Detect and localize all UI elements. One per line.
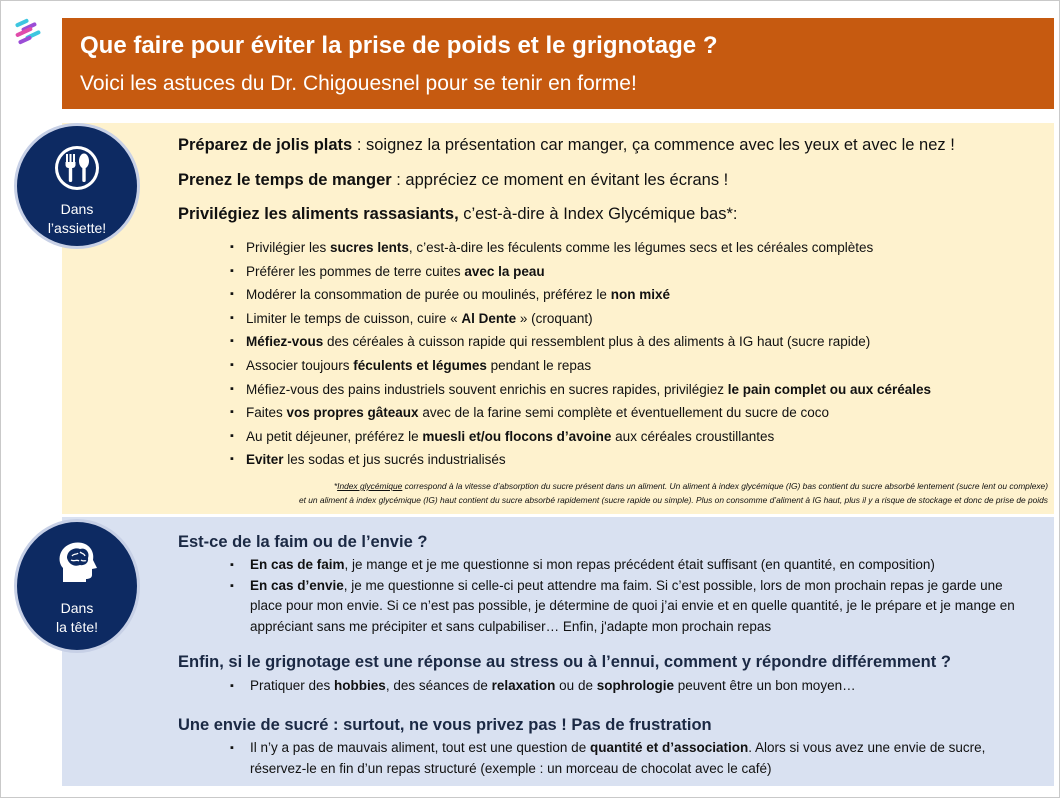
list-item: ▪ Faites vos propres gâteaux avec de la farine semi complète et éventuellement du sucre de coco <box>230 401 931 425</box>
assiette-badge <box>14 123 140 249</box>
list-item: ▪ Eviter les sodas et jus sucrés industrialisés <box>230 448 931 472</box>
tete-badge-line2: la tête! <box>55 619 99 635</box>
list-item: ▪ Pratiquer des hobbies, des séances de relaxation ou de sophrologie peuvent être un bon moyen… <box>230 676 1030 697</box>
tip-jolis-plats <box>178 136 955 155</box>
tip-jolis-plats-bold: Préparez de jolis plats <box>178 136 353 154</box>
title-banner <box>62 18 1054 109</box>
assiette-badge-line1: Dans <box>60 201 94 217</box>
page-title: Que faire pour éviter la prise de poids et le grignotage ? <box>80 32 718 59</box>
list-item: ▪ Méfiez-vous des pains industriels souvent enrichis en sucres rapides, privilégiez le pain complet ou aux céréales <box>230 378 931 402</box>
question-envie-sucre: Une envie de sucré : surtout, ne vous privez pas ! Pas de frustration <box>178 716 712 734</box>
question-faim-envie: Est-ce de la faim ou de l’envie ? <box>178 533 428 551</box>
list-item: ▪ Au petit déjeuner, préférez le muesli et/ou flocons d’avoine aux céréales croustillantes <box>230 425 931 449</box>
list-item: ▪ Préférer les pommes de terre cuites avec la peau <box>230 260 931 284</box>
sucre-list <box>230 738 1030 779</box>
assiette-badge-line2: l’assiette! <box>47 220 107 236</box>
footnote-term: Index glycémique <box>337 481 403 491</box>
list-item: ▪ Méfiez-vous des céréales à cuisson rapide qui ressemblent plus à des aliments à IG haut (sucre rapide) <box>230 330 931 354</box>
ig-tips-list <box>230 236 931 472</box>
list-item: ▪ Associer toujours féculents et légumes pendant le repas <box>230 354 931 378</box>
footnote-line-1: *Index glycémique correspond à la vitesse d’absorption du sucre présent dans un aliment. Un aliment à index glycémique (IG) bas contient du sucre absorbé lentement (sucre lent ou complexe) <box>333 481 1048 491</box>
footnote-line-2: et un aliment à index glycémique (IG) haut contient du sucre absorbé rapidement (sucre rapide ou simple). Plus on consomme d’aliment à IG haut, plus il y a risque de stockage et donc de prise de poids <box>298 495 1048 505</box>
app-logo-icon <box>12 18 46 46</box>
list-item: ▪ En cas d’envie, je me questionne si celle-ci peut attendre ma faim. Si c’est possible, lors de mon prochain repas je garde une place pour mon envie. Si ce n’est pas possible, je détermine de quoi j’ai envie et en quelle quantité, je le prépare et je mange en appréciant sans me précipiter et sans culpabiliser… Enfin, j'adapte mon prochain repas <box>230 576 1030 638</box>
tip-aliments-rassasiants-bold: Privilégiez les aliments rassasiants, <box>178 205 459 223</box>
list-item: ▪ Privilégier les sucres lents, c’est-à-dire les féculents comme les légumes secs et les céréales complètes <box>230 236 931 260</box>
question-stress-ennui: Enfin, si le grignotage est une réponse au stress ou à l’ennui, comment y répondre différemment ? <box>178 653 951 671</box>
tete-badge-label <box>17 599 137 637</box>
tip-temps-manger <box>178 171 728 190</box>
list-item: ▪ Limiter le temps de cuisson, cuire « Al Dente » (croquant) <box>230 307 931 331</box>
tete-badge-line1: Dans <box>60 600 94 616</box>
tip-aliments-rassasiants-text: c’est-à-dire à Index Glycémique bas*: <box>458 205 738 223</box>
faim-envie-list <box>230 555 1030 637</box>
page-subtitle: Voici les astuces du Dr. Chigouesnel pour se tenir en forme! <box>80 72 637 95</box>
head-brain-icon <box>53 538 101 586</box>
tip-aliments-rassasiants <box>178 205 737 224</box>
list-item: ▪ En cas de faim, je mange et je me questionne si mon repas précédent était suffisant (en quantité, en composition) <box>230 555 1030 576</box>
stress-list <box>230 676 1030 697</box>
assiette-badge-label <box>17 200 137 238</box>
list-item: ▪ Il n’y a pas de mauvais aliment, tout est une question de quantité et d’association. Alors si vous avez une envie de sucre, réservez-le en fin d’un repas structuré (exemple : un morceau de chocolat avec le café) <box>230 738 1030 779</box>
tip-temps-manger-text: : appréciez ce moment en évitant les écrans ! <box>391 171 729 189</box>
fork-spoon-icon <box>53 144 101 192</box>
tip-temps-manger-bold: Prenez le temps de manger <box>178 171 392 189</box>
list-item: ▪ Modérer la consommation de purée ou moulinés, préférez le non mixé <box>230 283 931 307</box>
tete-badge <box>14 519 140 653</box>
tip-jolis-plats-text: : soignez la présentation car manger, ça commence avec les yeux et avec le nez ! <box>352 136 955 154</box>
